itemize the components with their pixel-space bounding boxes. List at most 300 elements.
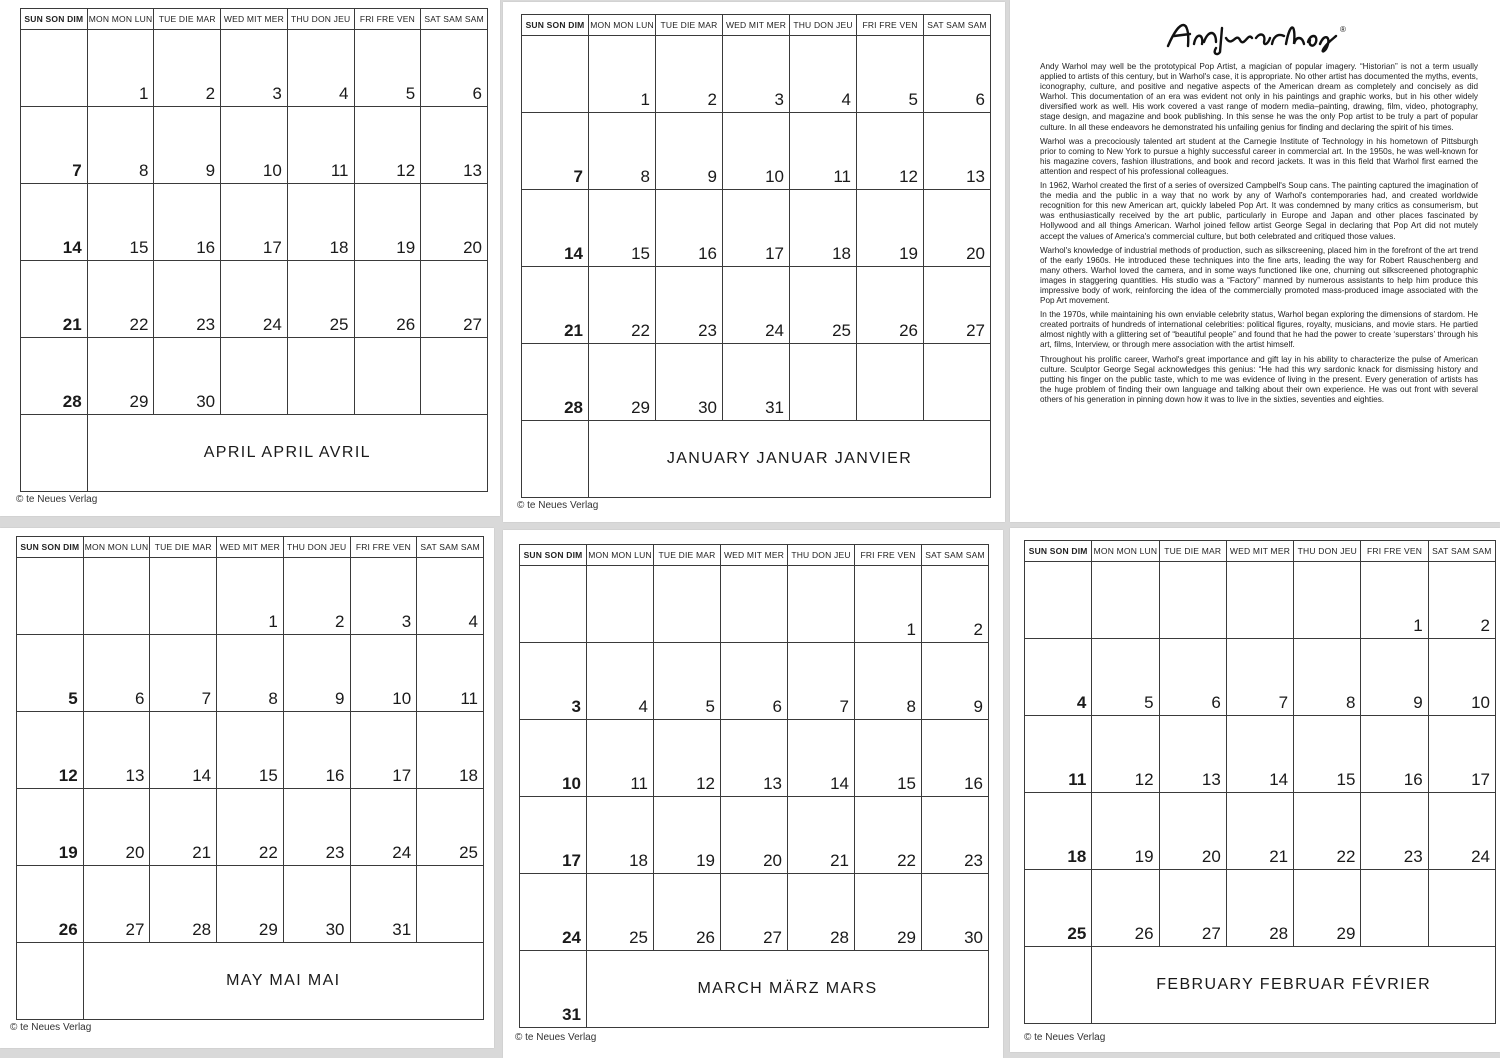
weekday-header: TUE DIE MAR: [1159, 541, 1226, 562]
day-number: 27: [1201, 924, 1221, 943]
day-cell: [922, 874, 989, 951]
day-cell: [1428, 716, 1495, 793]
day-cell: [1025, 639, 1092, 716]
day-cell: [421, 261, 488, 338]
day-cell: [790, 267, 857, 344]
day-cell: [21, 338, 88, 415]
day-number: 6: [772, 697, 782, 716]
day-cell: [589, 36, 656, 113]
day-number: 28: [62, 392, 82, 411]
day-cell: [150, 635, 217, 712]
day-number: 19: [396, 238, 416, 257]
week-row: [522, 113, 991, 190]
week-row: [21, 184, 488, 261]
copyright-text: © te Neues Verlag: [16, 494, 98, 505]
day-number: 27: [763, 928, 782, 947]
day-cell: [654, 797, 721, 874]
day-cell: [350, 635, 417, 712]
weekday-header: FRI FRE VEN: [855, 545, 922, 566]
day-cell: [354, 107, 421, 184]
day-cell: [1361, 793, 1428, 870]
day-number: 22: [1336, 847, 1356, 866]
week-row: [522, 190, 991, 267]
week-row: [520, 566, 989, 643]
month-title-row: [520, 951, 989, 1028]
week-row: [17, 558, 484, 635]
day-number: 20: [763, 851, 782, 870]
month-title-row: [1025, 947, 1496, 1024]
weekday-header: MON MON LUN: [589, 15, 656, 36]
month-title-row: [17, 943, 484, 1020]
day-number: 3: [571, 697, 581, 716]
day-number: 21: [564, 321, 583, 340]
day-cell: [17, 558, 84, 635]
svg-text:®: ®: [1340, 25, 1346, 34]
day-cell: [587, 797, 654, 874]
day-number: 19: [1134, 847, 1154, 866]
day-number: 26: [58, 920, 78, 939]
day-cell: [354, 184, 421, 261]
day-number: 10: [562, 774, 581, 793]
day-cell: [855, 720, 922, 797]
day-number: 3: [272, 84, 282, 103]
day-cell: [924, 36, 991, 113]
week-row: [21, 107, 488, 184]
bio-paragraph: In the 1970s, while maintaining his own enviable celebrity status, Warhol began exploring the dimensions of stardom. He created portraits of hundreds of international celebrities: political figures, royalty, musicians, and movie stars. He partied almost nightly with a glittering set of “beautiful people” and found that he had the power to create ‘superstars’ through his art, films, Interview, or through mere association with the artist himself.: [1040, 310, 1478, 350]
day-number: 24: [392, 843, 412, 862]
day-cell: [1294, 793, 1361, 870]
weekday-header: SAT SAM SAM: [421, 9, 488, 30]
day-cell: [1092, 716, 1159, 793]
month-title-row: [522, 421, 991, 498]
day-cell: [1428, 870, 1495, 947]
day-number: 4: [468, 612, 478, 631]
day-cell: [154, 184, 221, 261]
day-number: 17: [392, 766, 412, 785]
day-cell: [154, 261, 221, 338]
weekday-header: SUN SON DIM: [520, 545, 587, 566]
day-cell: [221, 338, 288, 415]
day-cell: [221, 107, 288, 184]
day-number: 23: [964, 851, 983, 870]
day-cell: [855, 643, 922, 720]
day-number: 30: [325, 920, 345, 939]
weekday-header: THU DON JEU: [287, 9, 354, 30]
week-row: [1025, 562, 1496, 639]
day-cell: [150, 866, 217, 943]
day-number: 30: [698, 398, 717, 417]
day-number: 28: [1269, 924, 1289, 943]
day-number: 7: [573, 167, 583, 186]
day-cell: [283, 712, 350, 789]
day-number: 29: [129, 392, 149, 411]
weekday-header: MON MON LUN: [87, 9, 154, 30]
day-cell: [217, 866, 284, 943]
month-title: MARCH MÄRZ MARS: [587, 951, 989, 1028]
month-title: APRIL APRIL AVRIL: [87, 415, 487, 492]
day-cell: [1159, 793, 1226, 870]
day-cell: [587, 720, 654, 797]
weekday-header: SAT SAM SAM: [417, 537, 484, 558]
day-cell: [1025, 793, 1092, 870]
day-cell: [522, 190, 589, 267]
day-cell: [21, 30, 88, 107]
day-cell: [1294, 639, 1361, 716]
day-cell: [1361, 562, 1428, 639]
weekday-header: WED MIT MER: [723, 15, 790, 36]
month-title-row: [21, 415, 488, 492]
week-row: [520, 874, 989, 951]
week-row: [1025, 870, 1496, 947]
calendar-page-march: [503, 530, 1003, 1058]
day-cell: [17, 789, 84, 866]
weekday-header: SUN SON DIM: [1025, 541, 1092, 562]
day-number: 6: [1211, 693, 1221, 712]
day-number: 16: [325, 766, 345, 785]
day-number: 3: [401, 612, 412, 631]
weekday-header: MON MON LUN: [587, 545, 654, 566]
day-cell: [857, 267, 924, 344]
week-row: [17, 866, 484, 943]
day-number: 11: [1068, 770, 1087, 789]
week-row: [522, 36, 991, 113]
day-cell: [520, 874, 587, 951]
day-cell: [924, 113, 991, 190]
day-cell: [924, 267, 991, 344]
day-cell: [83, 789, 150, 866]
day-number: 17: [1471, 770, 1490, 789]
day-cell: [855, 874, 922, 951]
day-cell: [721, 797, 788, 874]
day-number: 10: [262, 161, 282, 180]
weekday-header: TUE DIE MAR: [150, 537, 217, 558]
weekday-header: SUN SON DIM: [21, 9, 88, 30]
day-number: 17: [262, 238, 282, 257]
day-number: 29: [631, 398, 650, 417]
day-cell: [1025, 562, 1092, 639]
day-cell: [522, 267, 589, 344]
copyright-text: © te Neues Verlag: [10, 1022, 92, 1033]
day-cell: [217, 635, 284, 712]
day-number: 16: [964, 774, 983, 793]
day-number: 27: [966, 321, 985, 340]
calendar-page-january: [503, 2, 1005, 522]
week-row: [21, 338, 488, 415]
day-cell: [417, 558, 484, 635]
day-cell: [87, 184, 154, 261]
day-number: 23: [698, 321, 717, 340]
weekday-header: WED MIT MER: [721, 545, 788, 566]
day-number: 11: [460, 689, 478, 708]
day-cell: [21, 415, 88, 492]
andy-warhol-signature-icon: [1160, 8, 1360, 58]
weekday-header: SAT SAM SAM: [924, 15, 991, 36]
day-cell: [788, 566, 855, 643]
day-number: 21: [1269, 847, 1289, 866]
weekday-header: SUN SON DIM: [17, 537, 84, 558]
day-cell: [87, 338, 154, 415]
day-number: 24: [562, 928, 581, 947]
day-cell: [520, 797, 587, 874]
day-number: 12: [696, 774, 715, 793]
weekday-header: TUE DIE MAR: [656, 15, 723, 36]
day-cell: [1226, 562, 1293, 639]
day-cell: [217, 558, 284, 635]
day-cell: [154, 107, 221, 184]
week-row: [1025, 716, 1496, 793]
day-number: 2: [335, 612, 345, 631]
day-number: 18: [832, 244, 851, 263]
weekday-header: MON MON LUN: [83, 537, 150, 558]
day-number: 16: [698, 244, 717, 263]
day-number: 26: [696, 928, 715, 947]
day-cell: [283, 866, 350, 943]
bio-paragraph: Warhol's knowledge of industrial methods of production, such as silkscreening, placed him in the forefront of the art trend of the early 1960s. He introduced these techniques into the fine arts, leading the way for Robert Rauschenberg and many others. Warhol loved the camera, and in some ways functioned like one, churning out silkscreened photographic images in staggering quantities. His studio was a “Factory” manned by numerous assistants to help him produce this impressive body of work, reinforcing the idea of the commercially promoted mass-produced image associated with the Pop Art movement.: [1040, 245, 1478, 306]
day-cell: [790, 113, 857, 190]
day-cell: [350, 558, 417, 635]
day-number: 10: [765, 167, 784, 186]
day-cell: [217, 712, 284, 789]
day-cell: [1226, 793, 1293, 870]
day-number: 25: [459, 843, 478, 862]
day-cell: [656, 267, 723, 344]
day-number: 14: [62, 238, 82, 257]
day-cell: [21, 261, 88, 338]
day-number: 28: [830, 928, 849, 947]
day-cell: [1226, 716, 1293, 793]
copyright-text: © te Neues Verlag: [517, 500, 599, 511]
day-number: 8: [1345, 693, 1356, 712]
week-row: [1025, 793, 1496, 870]
day-number: 9: [335, 689, 345, 708]
weekday-header: SUN SON DIM: [522, 15, 589, 36]
biography-text: [1040, 62, 1478, 409]
day-cell: [721, 720, 788, 797]
day-number: 6: [134, 689, 145, 708]
day-number: 1: [1413, 616, 1423, 635]
day-number: 30: [196, 392, 216, 411]
day-number: 4: [638, 697, 648, 716]
day-number: 25: [832, 321, 851, 340]
day-number: 2: [707, 90, 717, 109]
week-row: [522, 344, 991, 421]
day-cell: [17, 712, 84, 789]
day-number: 11: [330, 161, 349, 180]
day-cell: [857, 36, 924, 113]
day-number: 21: [830, 851, 849, 870]
day-number: 23: [1403, 847, 1423, 866]
day-cell: [788, 720, 855, 797]
month-grid: [519, 544, 989, 1028]
day-cell: [1025, 870, 1092, 947]
day-cell: [654, 874, 721, 951]
day-number: 16: [196, 238, 216, 257]
day-cell: [855, 797, 922, 874]
day-cell: [788, 874, 855, 951]
day-number: 29: [258, 920, 278, 939]
day-cell: [1428, 793, 1495, 870]
day-number: 14: [564, 244, 583, 263]
day-cell: [1092, 870, 1159, 947]
day-number: 24: [1471, 847, 1490, 866]
day-cell: [221, 261, 288, 338]
weekday-header: TUE DIE MAR: [654, 545, 721, 566]
day-number: 5: [705, 697, 715, 716]
day-cell: [522, 113, 589, 190]
day-cell: [17, 866, 84, 943]
day-number: 2: [973, 620, 983, 639]
day-number: 19: [696, 851, 715, 870]
day-cell: [520, 951, 587, 1028]
day-cell: [1025, 716, 1092, 793]
day-number: 13: [463, 161, 482, 180]
day-number: 19: [899, 244, 918, 263]
day-cell: [1361, 639, 1428, 716]
day-cell: [788, 643, 855, 720]
day-number: 15: [129, 238, 149, 257]
day-cell: [421, 338, 488, 415]
month-title: MAY MAI MAI: [83, 943, 483, 1020]
day-cell: [83, 712, 150, 789]
day-number: 5: [1144, 693, 1154, 712]
day-cell: [417, 712, 484, 789]
day-number: 9: [707, 167, 717, 186]
day-number: 15: [631, 244, 650, 263]
day-cell: [721, 643, 788, 720]
day-number: 17: [765, 244, 784, 263]
day-number: 15: [258, 766, 278, 785]
day-number: 11: [630, 774, 648, 793]
day-cell: [221, 184, 288, 261]
day-number: 21: [62, 315, 82, 334]
day-cell: [350, 712, 417, 789]
day-number: 9: [973, 697, 983, 716]
day-number: 20: [1201, 847, 1221, 866]
day-number: 25: [329, 315, 349, 334]
day-cell: [221, 30, 288, 107]
day-number: 27: [463, 315, 482, 334]
month-grid: [20, 8, 488, 492]
day-cell: [589, 267, 656, 344]
day-cell: [83, 866, 150, 943]
week-row: [1025, 639, 1496, 716]
day-cell: [790, 36, 857, 113]
month-title: JANUARY JANUAR JANVIER: [589, 421, 991, 498]
day-cell: [1226, 870, 1293, 947]
day-number: 8: [268, 689, 278, 708]
day-cell: [520, 643, 587, 720]
day-cell: [217, 789, 284, 866]
day-cell: [857, 190, 924, 267]
day-number: 23: [325, 843, 345, 862]
day-number: 1: [640, 90, 650, 109]
weekday-header: THU DON JEU: [790, 15, 857, 36]
weekday-header: FRI FRE VEN: [350, 537, 417, 558]
day-cell: [283, 789, 350, 866]
day-cell: [154, 30, 221, 107]
week-row: [17, 712, 484, 789]
day-number: 19: [58, 843, 78, 862]
day-number: 13: [1201, 770, 1221, 789]
day-cell: [417, 866, 484, 943]
day-number: 26: [1134, 924, 1154, 943]
day-number: 23: [196, 315, 216, 334]
day-number: 25: [1067, 924, 1087, 943]
day-cell: [287, 184, 354, 261]
day-cell: [522, 421, 589, 498]
day-cell: [154, 338, 221, 415]
day-cell: [421, 107, 488, 184]
day-number: 26: [396, 315, 416, 334]
calendar-page-february: [1010, 528, 1500, 1052]
day-cell: [1092, 639, 1159, 716]
day-cell: [520, 720, 587, 797]
day-number: 22: [258, 843, 278, 862]
day-number: 18: [329, 238, 349, 257]
day-cell: [83, 635, 150, 712]
day-cell: [1092, 793, 1159, 870]
day-number: 4: [1076, 693, 1087, 712]
day-number: 4: [339, 84, 349, 103]
day-cell: [589, 190, 656, 267]
week-row: [21, 30, 488, 107]
day-cell: [721, 874, 788, 951]
day-number: 12: [396, 161, 416, 180]
day-number: 1: [138, 84, 149, 103]
day-cell: [723, 36, 790, 113]
day-cell: [857, 344, 924, 421]
day-cell: [1294, 870, 1361, 947]
day-cell: [723, 344, 790, 421]
day-cell: [922, 566, 989, 643]
day-cell: [1159, 639, 1226, 716]
day-cell: [1092, 562, 1159, 639]
day-cell: [656, 344, 723, 421]
day-cell: [283, 635, 350, 712]
day-number: 24: [765, 321, 784, 340]
day-cell: [417, 789, 484, 866]
day-number: 27: [125, 920, 145, 939]
weekday-header: WED MIT MER: [221, 9, 288, 30]
day-number: 21: [192, 843, 212, 862]
day-cell: [522, 344, 589, 421]
day-number: 12: [1134, 770, 1154, 789]
week-row: [520, 643, 989, 720]
day-cell: [1428, 639, 1495, 716]
day-cell: [1226, 639, 1293, 716]
weekday-header: SAT SAM SAM: [922, 545, 989, 566]
day-number: 29: [897, 928, 916, 947]
day-cell: [587, 874, 654, 951]
day-cell: [656, 190, 723, 267]
calendar-page-april: [0, 0, 500, 516]
day-number: 8: [906, 697, 916, 716]
day-cell: [522, 36, 589, 113]
day-cell: [922, 720, 989, 797]
day-cell: [87, 261, 154, 338]
day-number: 28: [192, 920, 212, 939]
bio-paragraph: Warhol was a precociously talented art student at the Carnegie Institute of Technology in his hometown of Pittsburgh prior to coming to New York to pursue a highly successful career in commercial art. In the 1950s, he was well-known for his magazine covers, fashion illustrations, and book and record jackets. It was in this field that Warhol first earned the attention and respect of his professional colleagues.: [1040, 136, 1478, 176]
weekday-header: FRI FRE VEN: [354, 9, 421, 30]
day-cell: [83, 558, 150, 635]
day-cell: [1361, 870, 1428, 947]
day-number: 6: [472, 84, 482, 103]
day-cell: [417, 635, 484, 712]
day-number: 5: [68, 689, 78, 708]
day-cell: [1159, 562, 1226, 639]
day-number: 22: [129, 315, 149, 334]
day-number: 1: [906, 620, 916, 639]
